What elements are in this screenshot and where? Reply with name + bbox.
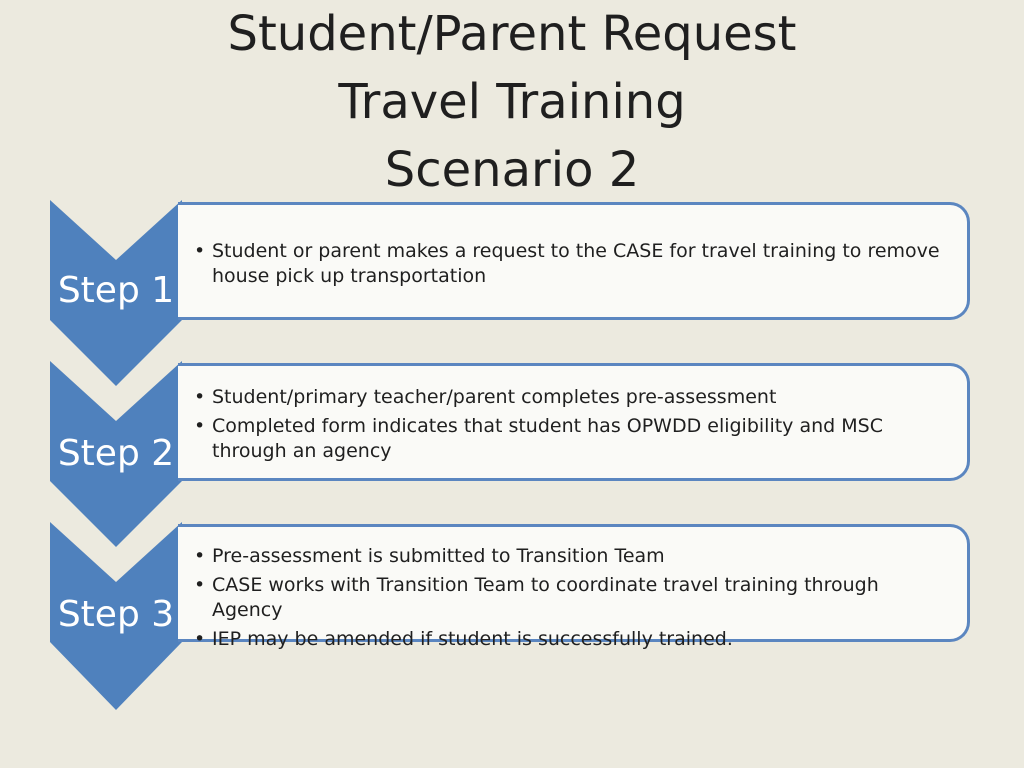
list-item: • IEP may be amended if student is successfully trained. (194, 628, 733, 650)
list-item: • Completed form indicates that student has OPWDD eligibility and MSC through an agency (194, 415, 883, 462)
step-2-chevron (50, 361, 182, 547)
title-line-3: Scenario 2 (384, 142, 640, 198)
list-item: • CASE works with Transition Team to coordinate travel training through Agency (194, 574, 879, 621)
step-2-bullets (194, 385, 943, 468)
bullet-text: Pre-assessment is submitted to Transition Team (212, 545, 665, 567)
bullet-text: Completed form indicates that student has OPWDD eligibility and MSC through an agency (212, 415, 883, 462)
step-3-chevron (50, 522, 182, 710)
step-1-label: Step 1 (57, 270, 175, 311)
list-item: • Student/primary teacher/parent completes pre-assessment (194, 386, 777, 408)
step-1-card (178, 202, 970, 320)
step-1-bullets (194, 239, 943, 293)
step-2-card (178, 363, 970, 481)
bullet-text: IEP may be amended if student is successfully trained. (212, 628, 733, 650)
bullet-text: Student/primary teacher/parent completes pre-assessment (212, 386, 777, 408)
title-line-1: Student/Parent Request (227, 6, 797, 62)
step-2-label: Step 2 (57, 433, 175, 474)
step-3-label: Step 3 (57, 594, 175, 635)
bullet-text: Student or parent makes a request to the CASE for travel training to remove house pick up transportation (212, 240, 940, 287)
step-3-card (178, 524, 970, 650)
step-1-chevron (50, 200, 182, 386)
bullet-text: CASE works with Transition Team to coordinate travel training through Agency (212, 574, 879, 621)
title-line-2: Travel Training (338, 74, 686, 130)
slide-title (0, 0, 1024, 204)
step-3-bullets (194, 544, 943, 656)
list-item: • Student or parent makes a request to the CASE for travel training to remove house pick up transportation (194, 240, 940, 287)
list-item: • Pre-assessment is submitted to Transition Team (194, 545, 665, 567)
